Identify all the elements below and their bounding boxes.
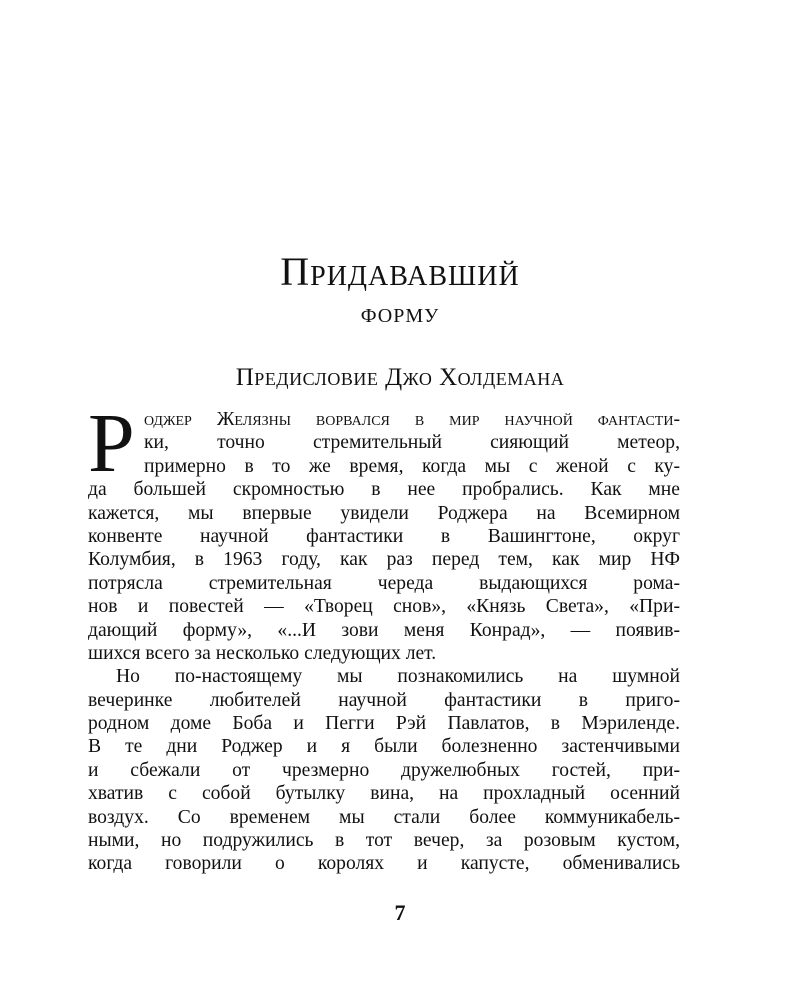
- first-words: оджер Желязны ворвался в мир научной фантасти-: [144, 409, 680, 430]
- text-line: нов и повестей — «Творец снов», «Князь Света», «При-: [88, 596, 680, 618]
- text-line: родном доме Боба и Пегги Рэй Павлатов, в Мэриленде.: [88, 713, 680, 735]
- text-line: вечеринке любителей научной фантастики в приго-: [88, 689, 680, 711]
- text-line: В те дни Роджер и я были болезненно застенчивыми: [88, 736, 680, 758]
- text-line: примерно в то же время, когда мы с женой с ку-: [144, 455, 680, 477]
- text-line: хватив с собой бутылку вина, на прохладный осенний: [88, 783, 680, 805]
- text-line: конвенте научной фантастики в Вашингтоне, округ: [88, 525, 680, 547]
- page-number: 7: [394, 900, 406, 925]
- text-line: [88, 408, 680, 431]
- text-line: да большей скромностью в нее пробрались. Как мне: [88, 479, 680, 501]
- text-line: когда говорили о королях и капусте, обменивались: [88, 853, 680, 875]
- chapter-title: [0, 250, 800, 332]
- text-line: Колумбия, в 1963 году, как раз перед тем, как мир НФ: [88, 549, 680, 571]
- text-line: дающий форму», «...И зови меня Конрад», — появив-: [88, 619, 680, 641]
- drop-cap: Р: [88, 397, 135, 490]
- text-line: потрясла стремительная череда выдающихся рома-: [88, 572, 680, 594]
- text-line: ки, точно стремительный сияющий метеор,: [144, 432, 680, 454]
- text-line: шихся всего за несколько следующих лет.: [88, 642, 437, 664]
- chapter-title-line-2: форму: [360, 298, 440, 329]
- text-line: Но по-настоящему мы познакомились на шумной: [116, 666, 680, 688]
- text-line: кажется, мы впервые увидели Роджера на Всемирном: [88, 502, 680, 524]
- text-line: и сбежали от чрезмерно дружелюбных гостей, при-: [88, 759, 680, 781]
- chapter-title-line-1: Придававший: [280, 249, 520, 294]
- text-line: ными, но подружились в тот вечер, за розовым кустом,: [88, 830, 680, 852]
- text-line: воздух. Со временем мы стали более коммуникабель-: [88, 806, 680, 828]
- body-text: [88, 397, 680, 876]
- chapter-subtitle: Предисловие Джо Холдемана: [235, 364, 565, 391]
